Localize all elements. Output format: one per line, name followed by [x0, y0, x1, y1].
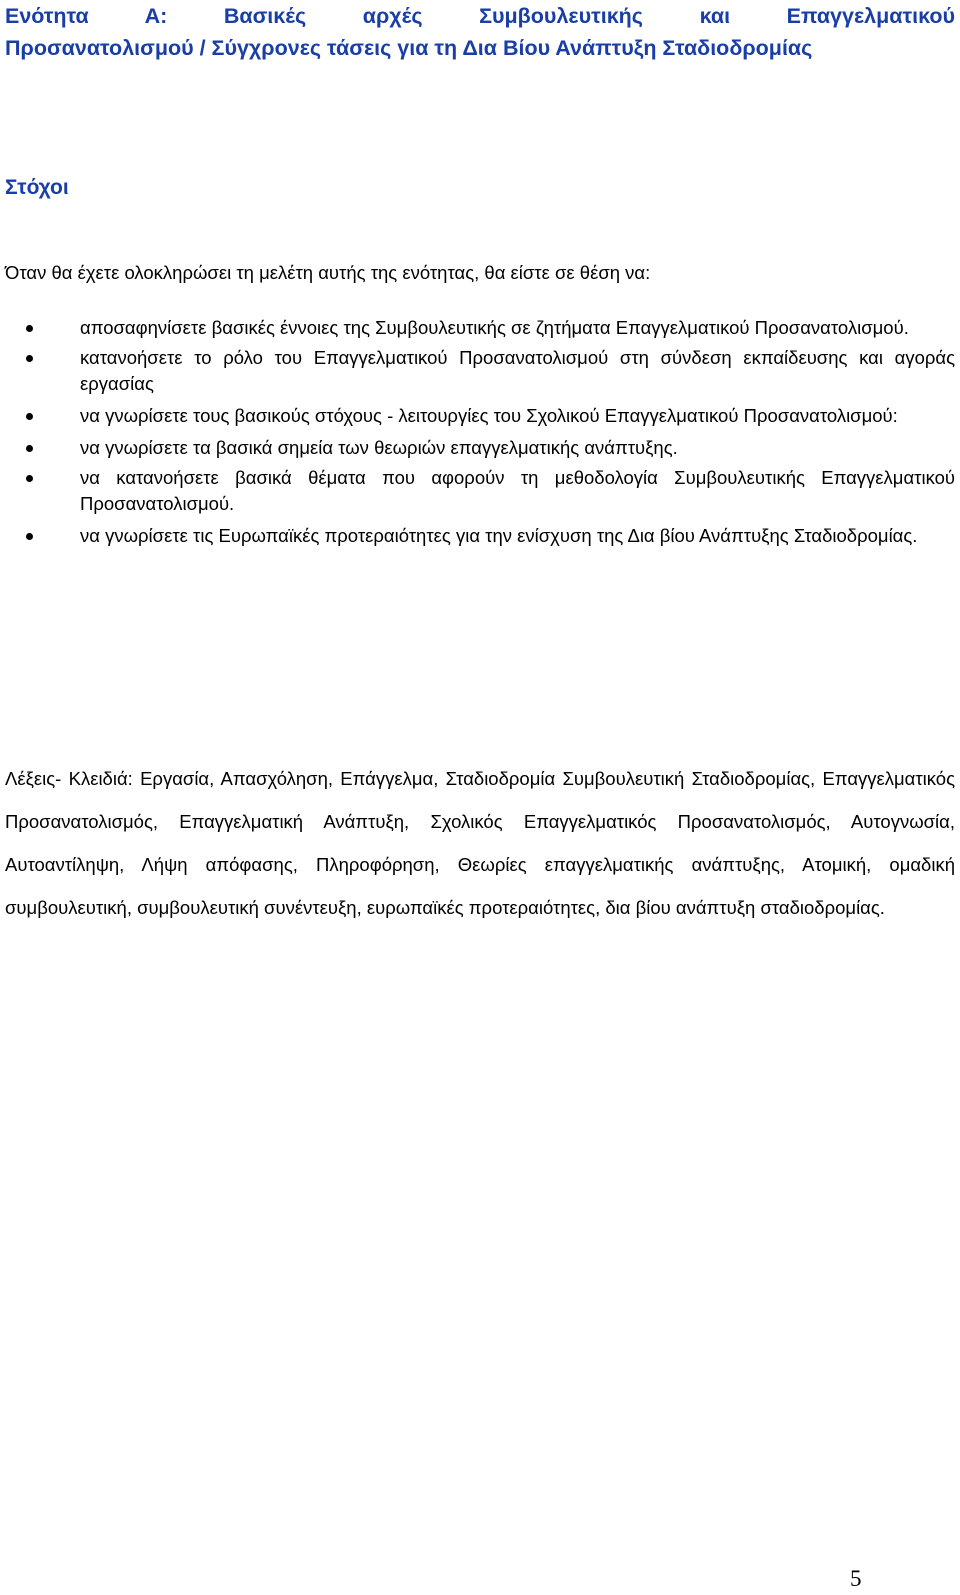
bullet-icon	[26, 413, 33, 420]
bullet-icon	[26, 325, 33, 332]
keywords-label: Λέξεις- Κλειδιά:	[5, 768, 133, 789]
objective-text: αποσαφηνίσετε βασικές έννοιες της Συμβουλευτικής σε ζητήματα Επαγγελματικού Προσανατολισμού.	[80, 317, 909, 338]
objective-text: να γνωρίσετε τις Ευρωπαϊκές προτεραιότητες για την ενίσχυση της Δια βίου Ανάπτυξης Σταδιοδρομίας.	[80, 525, 918, 546]
keywords-text: Εργασία, Απασχόληση, Επάγγελμα, Σταδιοδρομία Συμβουλευτική Σταδιοδρομίας, Επαγγελματικός Προσανατολισμός, Επαγγελματική Ανάπτυξη, Σχολικός Επαγγελματικός Προσανατολισμός, Αυτογνωσία, Αυτοαντίληψη, Λήψη απόφασης, Πληροφόρηση, Θεωρίες επαγγελματικής ανάπτυξης, Ατομική, ομαδική συμβουλευτική, συμβουλευτική συνέντευξη, ευρωπαϊκές προτεραιότητες, δια βίου ανάπτυξη σταδιοδρομίας.	[5, 768, 956, 918]
bullet-icon	[26, 355, 33, 362]
list-item	[0, 435, 960, 461]
objectives-list	[0, 315, 960, 555]
list-item	[0, 403, 960, 429]
section-title-line-2: Προσανατολισμού / Σύγχρονες τάσεις για τη Δια Βίου Ανάπτυξη Σταδιοδρομίας	[5, 36, 813, 60]
section-title	[5, 0, 955, 64]
page-number: 5	[850, 1566, 862, 1591]
list-item	[0, 465, 960, 517]
section-title-line-1: Ενότητα Α: Βασικές αρχές Συμβουλευτικής και Επαγγελματικού	[5, 4, 955, 28]
bullet-icon	[26, 533, 33, 540]
list-item	[0, 345, 960, 397]
list-item	[0, 315, 960, 341]
bullet-icon	[26, 475, 33, 482]
objective-text: κατανοήσετε το ρόλο του Επαγγελματικού Προσανατολισμού στη σύνδεση εκπαίδευσης και αγοράς εργασίας	[80, 347, 955, 394]
list-item	[0, 523, 960, 549]
intro-paragraph: Όταν θα έχετε ολοκληρώσει τη μελέτη αυτής της ενότητας, θα είστε σε θέση να:	[5, 262, 651, 283]
objective-text: να γνωρίσετε τα βασικά σημεία των θεωριών επαγγελματικής ανάπτυξης.	[80, 437, 678, 458]
objective-text: να γνωρίσετε τους βασικούς στόχους - λειτουργίες του Σχολικού Επαγγελματικού Προσανατολισμού:	[80, 405, 898, 426]
keywords-paragraph	[5, 757, 955, 929]
goals-heading: Στόχοι	[5, 176, 69, 199]
objective-text: να κατανοήσετε βασικά θέματα που αφορούν τη μεθοδολογία Συμβουλευτικής Επαγγελματικού Προσανατολισμού.	[80, 467, 955, 514]
bullet-icon	[26, 445, 33, 452]
